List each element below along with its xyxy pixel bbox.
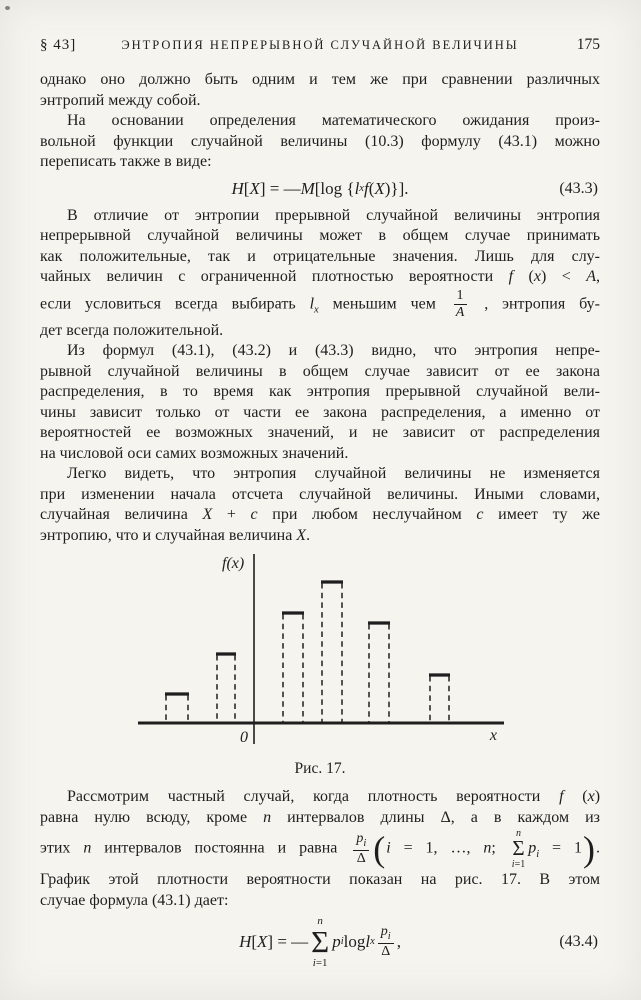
text-line: распределения, в то время как энтропия прерывной случайной вели-	[40, 383, 600, 401]
math-variable: A	[455, 304, 465, 320]
text-line: случае формула (43.1) дает:	[40, 891, 229, 909]
math-variable: p	[332, 931, 341, 951]
math-variable: l	[309, 294, 315, 312]
running-header	[40, 36, 600, 54]
math-variable: c	[250, 506, 258, 524]
big-parenthesis: (	[373, 828, 386, 869]
equation-43-4-body: H [ X ] = — n Σ i=1 p i log l x $\frac{p_i}{\Delta}$ ,	[239, 915, 401, 969]
text-line: энтропию, что и случайная величина X.	[40, 526, 311, 544]
paragraph-3	[40, 206, 600, 342]
figure-17	[130, 552, 600, 753]
math-subscript: x	[314, 303, 319, 315]
fraction-denominator	[453, 305, 468, 321]
math-subscript: x	[359, 183, 364, 194]
text-line: График этой плотности вероятности показан на рис. 17. В этом	[40, 871, 600, 889]
math-subscript: i	[340, 936, 344, 948]
math-variable: i	[312, 956, 316, 969]
text-line: На основании определения математического ожидания произ-	[67, 112, 600, 129]
equation-43-4-number: (43.4)	[559, 932, 598, 950]
fraction-denominator: Δ	[381, 943, 391, 959]
math-variable: X	[296, 526, 307, 544]
math-variable: X	[374, 178, 385, 198]
text-line: если условиться всегда выбирать $l_x$ меньшим чем $\frac{1}{A}$ , энтропия бу-	[40, 287, 600, 320]
page-number: 175	[576, 36, 600, 53]
math-variable: n	[483, 839, 492, 857]
math-variable: n	[83, 839, 92, 857]
math-variable: f	[363, 178, 369, 198]
math-variable: H	[231, 178, 244, 198]
equation-43-3-body: H [ X ] = — M [log { l x f ( X )}].	[231, 178, 409, 198]
text-line: В отличие от энтропии прерывной случайной величины энтропия	[67, 206, 600, 224]
math-variable: l	[354, 178, 360, 198]
running-title: ЭНТРОПИЯ НЕПРЕРЫВНОЙ СЛУЧАЙНОЙ ВЕЛИЧИНЫ	[121, 38, 519, 52]
math-variable: M	[300, 178, 315, 198]
math-variable: n	[317, 915, 323, 928]
text-line: вероятностей ее возможных значений, и не зависит от распределения	[40, 424, 600, 442]
fraction-numerator: 1	[454, 288, 467, 305]
math-variable: p	[356, 831, 364, 847]
math-subscript: i	[363, 837, 367, 849]
figure-caption: Рис. 17.	[294, 760, 346, 778]
paragraph-6	[40, 787, 600, 911]
text-line: вольной функции случайной величины (10.3) формулу (43.1) можно	[40, 132, 600, 150]
math-fraction	[453, 288, 468, 321]
math-variable: n	[515, 828, 521, 840]
math-subscript: x	[370, 936, 375, 948]
fraction-numerator	[353, 831, 369, 851]
text-line: на числовой оси самих возможных значений.	[40, 444, 349, 462]
paragraph-1	[40, 70, 600, 111]
text-line: энтропий между собой.	[40, 91, 201, 109]
math-variable: p	[380, 923, 388, 939]
sigma-glyph: Σ	[311, 924, 330, 960]
sum-lower-limit: i=1	[312, 956, 328, 969]
text-line: Из формул (43.1), (43.2) и (43.3) видно, что энтропия непре-	[67, 342, 600, 360]
math-variable: x	[533, 268, 541, 285]
equation-43-3-number: (43.3)	[559, 179, 598, 197]
math-variable: l	[365, 931, 371, 951]
text-line: однако оно должно быть одним и тем же при сравнении различных	[40, 71, 600, 88]
math-variable: A	[586, 268, 596, 285]
math-variable: X	[202, 506, 213, 524]
scan-speck	[5, 6, 10, 10]
text-line: чины зависит только от части ее закона распределения, а именно от	[40, 403, 600, 421]
fraction-denominator: Δ	[356, 851, 366, 867]
big-parenthesis: )	[583, 828, 595, 869]
math-variable: i	[386, 839, 391, 857]
text-line: при изменении начала отсчета случайной величины. Иными словами,	[40, 485, 600, 503]
paragraph-5	[40, 464, 600, 546]
math-variable: n	[263, 808, 272, 826]
text-line: этих n интервалов постоянна и равна $\frac{p_i}{\Delta}$ (i = 1, …, n; n Σ i=1 $p_i = 1$).	[40, 828, 600, 871]
text-line: переписать также в виде:	[40, 153, 212, 170]
math-fraction	[378, 924, 394, 960]
paragraph-2	[40, 111, 600, 173]
text-line: как положительные, так и отрицательные значения. Лишь для слу-	[40, 247, 600, 265]
sum-lower-limit: i=1	[511, 859, 526, 871]
section-label: § 43]	[40, 37, 77, 53]
equation-43-3	[40, 179, 600, 199]
summation-sign	[512, 828, 525, 870]
math-variable: f	[559, 788, 564, 806]
origin-label: 0	[240, 729, 248, 747]
x-axis-label: x	[489, 727, 497, 745]
fraction-numerator	[378, 924, 394, 944]
math-variable: H	[239, 931, 252, 951]
text-line: Легко видеть, что энтропия случайной величины не изменяется	[67, 465, 600, 483]
summation-sign	[311, 915, 329, 969]
math-variable: p	[528, 839, 537, 857]
text-line: непрерывной случайной величины может в общем случае принимать	[40, 227, 600, 244]
text-line: равна нулю всюду, кроме n интервалов длины Δ, а в каждом из	[40, 808, 600, 826]
text-line: случайная величина X + c при любом неслучайном c имеет ту же	[40, 506, 601, 524]
sigma-glyph: Σ	[512, 836, 525, 861]
math-subscript: i	[387, 930, 391, 942]
text-line: рывной случайной величины в общем случае зависит от ее закона	[40, 362, 600, 380]
text-line: дет всегда положительной.	[40, 321, 224, 339]
math-variable: i	[511, 859, 515, 871]
text-line: чайных величин с ограниченной плотностью вероятности f (x) < A,	[40, 268, 600, 285]
math-variable: X	[249, 178, 260, 198]
math-fraction	[353, 831, 369, 867]
y-axis-label: f(x)	[222, 555, 245, 573]
math-variable: c	[476, 506, 484, 524]
paragraph-4	[40, 341, 600, 464]
equation-43-4	[40, 915, 600, 969]
text-line: Рассмотрим частный случай, когда плотность вероятности f (x)	[67, 788, 601, 806]
math-variable: x	[587, 788, 595, 806]
math-variable: f	[508, 268, 514, 285]
math-subscript: i	[536, 849, 540, 861]
density-bars	[165, 582, 450, 723]
figure-plot	[130, 552, 510, 748]
math-variable: X	[257, 931, 268, 951]
